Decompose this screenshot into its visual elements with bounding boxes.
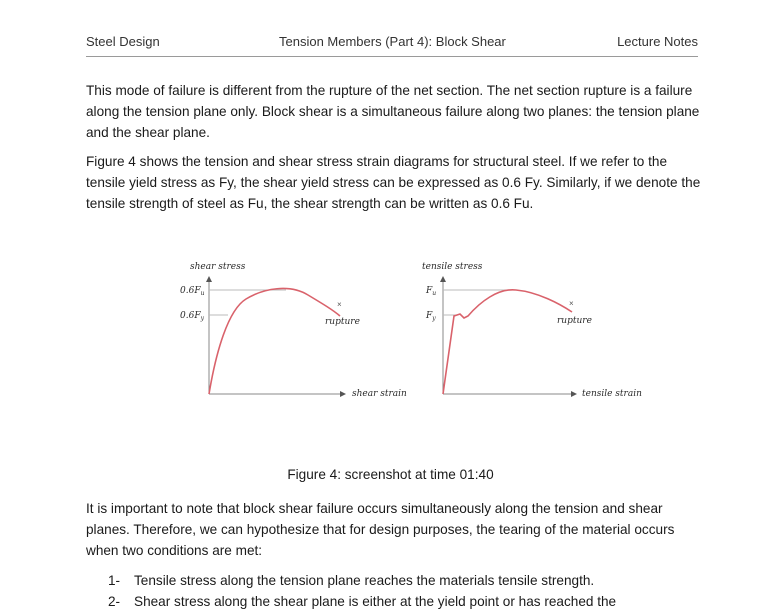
paragraph-stress-strain: Figure 4 shows the tension and shear stress strain diagrams for structural steel. If we refer to the tensile yield stress as Fy, the shear yield stress can be expressed as 0.6 Fy. Similarly, if we denote the tensile strength of steel as Fu, the shear strength can be written as 0.6 Fu. <box>86 154 701 211</box>
shear-diagram <box>180 262 407 399</box>
header-doc-type: Lecture Notes <box>617 34 698 49</box>
list-item <box>108 591 708 612</box>
shear-x-label: shear strain <box>352 389 407 399</box>
figure-caption: Figure 4: screenshot at time 01:40 <box>287 467 494 482</box>
conditions-list <box>108 570 708 612</box>
stress-strain-svg <box>168 252 648 412</box>
paragraph-block-shear-conditions: It is important to note that block shear failure occurs simultaneously along the tension and shear planes. Therefore, we can hypothesize that for design purposes, the tearing of the material occurs when two conditions are met: <box>86 501 675 558</box>
tensile-curve <box>443 290 572 394</box>
paragraph-block-shear-intro: This mode of failure is different from the rupture of the net section. The net section rupture is a failure along the tension plane only. Block shear is a simultaneous failure along two planes: the tension plane and the shear plane. <box>86 83 700 140</box>
tensile-tick-upper: $F_u$ <box>426 286 437 297</box>
shear-rupture-mark: × <box>337 300 342 309</box>
tensile-rupture-label: rupture <box>557 316 592 326</box>
figure-stress-strain-diagrams <box>168 252 648 412</box>
shear-tick-upper: $0.6F_u$ <box>180 286 205 297</box>
list-item <box>108 570 708 591</box>
tensile-diagram <box>422 262 642 399</box>
tensile-tick-lower: $F_y$ <box>426 311 436 322</box>
tensile-y-label: tensile stress <box>422 262 483 272</box>
shear-y-label: shear stress <box>190 262 246 272</box>
shear-y-arrow-icon <box>206 276 212 282</box>
shear-curve <box>209 288 340 394</box>
tensile-x-label: tensile strain <box>582 389 642 399</box>
header-topic-title: Tension Members (Part 4): Block Shear <box>279 34 506 49</box>
page-header <box>86 34 698 57</box>
list-item-number: 2- <box>108 594 121 609</box>
list-item-number: 1- <box>108 573 121 588</box>
list-item-text: Shear stress along the shear plane is either at the yield point or has reached the <box>134 594 617 609</box>
tensile-y-arrow-icon <box>440 276 446 282</box>
shear-tick-lower: $0.6F_y$ <box>180 311 204 322</box>
tensile-x-arrow-icon <box>571 391 577 397</box>
shear-x-arrow-icon <box>340 391 346 397</box>
header-course-title: Steel Design <box>86 34 160 49</box>
shear-rupture-label: rupture <box>325 317 360 327</box>
tensile-rupture-mark: × <box>569 299 574 308</box>
list-item-text: Tensile stress along the tension plane reaches the materials tensile strength. <box>134 573 595 588</box>
